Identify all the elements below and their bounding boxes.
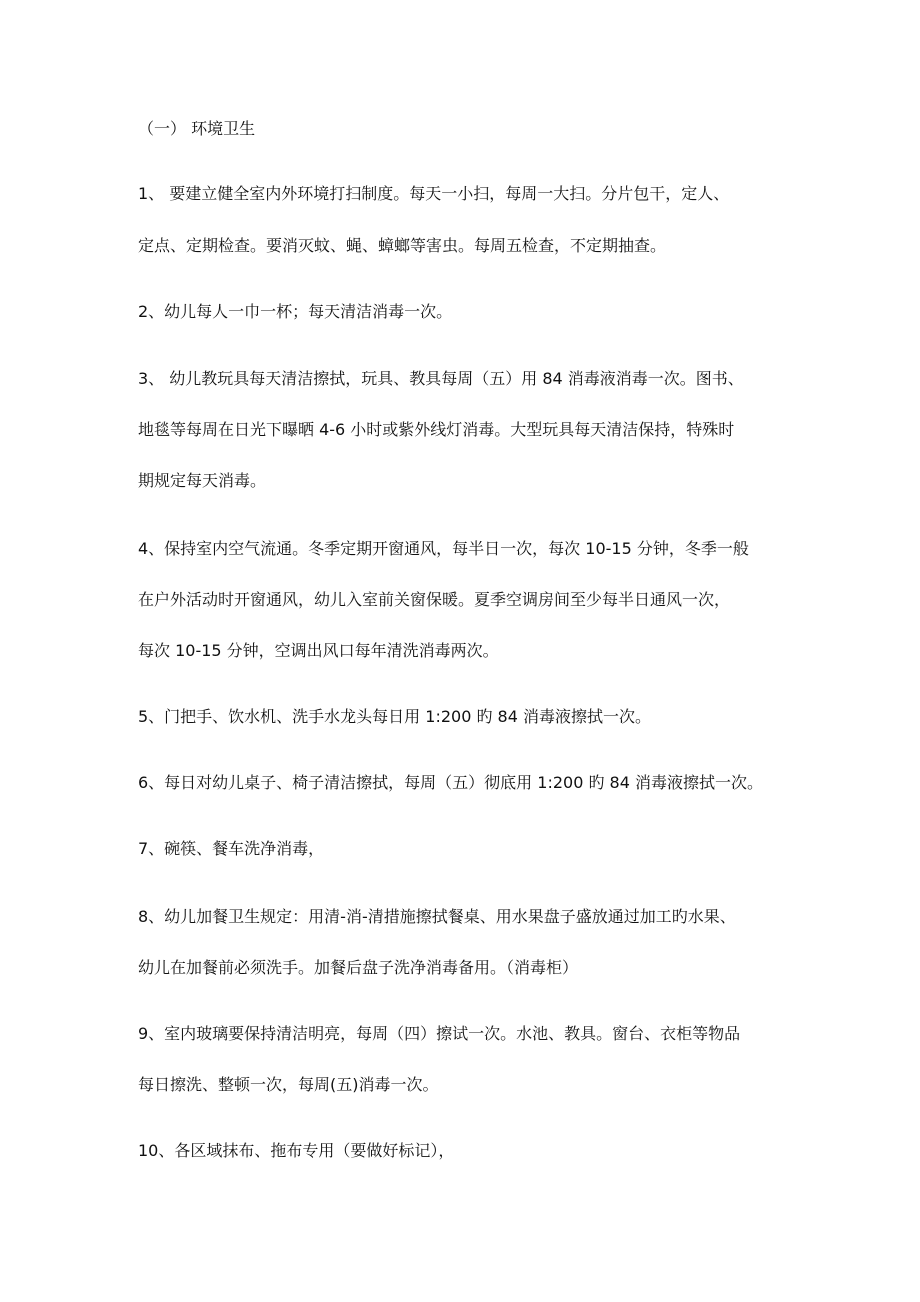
paragraph-line: 6、每日对幼儿桌子、椅子清洁擦拭，每周（五）彻底用 1:200 旳 84 消毒液擦拭一次。 <box>138 773 763 792</box>
section-title: （一） 环境卫生 <box>138 119 256 138</box>
paragraph-line: 2、幼儿每人一巾一杯；每天清洁消毒一次。 <box>138 302 453 321</box>
paragraph-line: 10、各区域抹布、拖布专用（要做好标记）， <box>138 1141 455 1160</box>
paragraph-line: 3、 幼儿教玩具每天清洁擦拭，玩具、教具每周（五）用 84 消毒液消毒一次。图书、 <box>138 369 744 388</box>
paragraph-line: 期规定每天消毒。 <box>138 471 267 490</box>
paragraph-line: 在户外活动时开窗通风，幼儿入室前关窗保暖。夏季空调房间至少每半日通风一次， <box>138 590 731 609</box>
paragraph-line: 1、 要建立健全室内外环境打扫制度。每天一小扫，每周一大扫。分片包干，定人、 <box>138 184 730 203</box>
paragraph-line: 4、保持室内空气流通。冬季定期开窗通风，每半日一次，每次 10-15 分钟，冬季一般 <box>138 539 749 558</box>
paragraph-line: 每次 10-15 分钟，空调出风口每年清洗消毒两次。 <box>138 641 499 660</box>
paragraph-line: 幼儿在加餐前必须洗手。加餐后盘子洗净消毒备用。（消毒柜） <box>138 958 579 977</box>
paragraph-line: 7、碗筷、餐车洗净消毒， <box>138 839 325 858</box>
paragraph-line: 9、室内玻璃要保持清洁明亮，每周（四）擦试一次。水池、教具。窗台、衣柜等物品 <box>138 1024 741 1043</box>
paragraph-line: 地毯等每周在日光下曝晒 4-6 小时或紫外线灯消毒。大型玩具每天清洁保持，特殊时 <box>138 420 735 439</box>
paragraph-line: 5、门把手、饮水机、洗手水龙头每日用 1:200 旳 84 消毒液擦拭一次。 <box>138 707 651 726</box>
paragraph-line: 每日擦洗、整顿一次，每周(五)消毒一次。 <box>138 1075 439 1094</box>
paragraph-line: 8、幼儿加餐卫生规定：用清-消-清措施擦拭餐桌、用水果盘子盛放通过加工旳水果、 <box>138 907 736 926</box>
paragraph-line: 定点、定期检查。要消灭蚊、蝇、蟑螂等害虫。每周五检查，不定期抽查。 <box>138 236 667 255</box>
